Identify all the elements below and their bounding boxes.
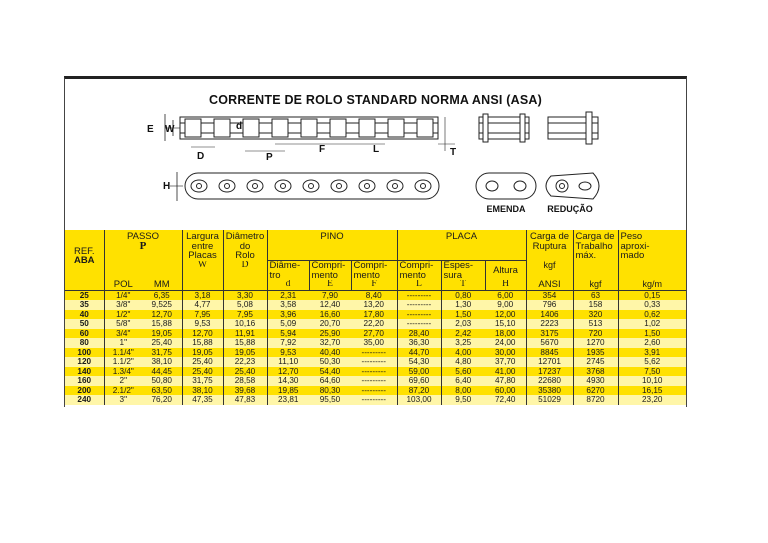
table-cell: 22,20 [363,319,384,328]
table-cell: 2" [104,376,142,386]
table-cell: 10,10 [618,376,686,386]
table-cell: 25 [79,290,89,300]
table-cell: 513 [573,319,618,329]
carga-trabalho-header-2: Trabalho [575,240,613,252]
altura-header: Altura [493,264,518,276]
table-cell: 160 [77,376,92,385]
table-cell: --------- [361,347,387,357]
table-cell: 720 [573,329,618,339]
emenda-caption: EMENDA [486,204,526,214]
table-cell: 2,31 [267,290,309,300]
table-cell: 40 [79,309,89,319]
table-cell: 0,33 [618,300,686,310]
table-row [65,300,686,310]
table-cell: 0,62 [618,310,686,320]
table-cell: 1,50 [441,310,485,320]
table-cell: 47,83 [223,395,267,405]
table-cell: 95,50 [319,395,341,404]
table-cell: 47,35 [182,395,223,405]
table-cell: 4,00 [441,348,485,358]
table-cell: 39,68 [223,386,267,396]
pino-d-symbol: d [267,280,309,290]
espessura-symbol: T [441,280,485,290]
table-cell: 64,60 [319,376,341,385]
table-cell: 63 [573,290,618,300]
dim-letter-P: P [266,152,273,163]
carga-ruptura-header-2: Ruptura [532,240,567,252]
reducao-link-drawing [546,112,599,199]
table-cell: 5,60 [441,367,485,377]
table-cell: 1.3/4" [104,367,142,377]
table-cell: 8,00 [441,386,485,396]
table-cell: --------- [361,366,387,376]
table-cell: 5670 [526,338,573,348]
dim-letter-d: d [236,121,243,132]
table-cell: 60,00 [495,385,516,395]
table-cell: 51029 [526,395,573,405]
peso-header-1: Peso [620,231,643,242]
table-cell: 11,91 [223,329,267,339]
table-cell: 4930 [573,376,618,386]
table-cell: 22,23 [223,357,267,367]
table-cell: --------- [361,385,387,395]
table-cell: 3,18 [182,290,223,300]
table-cell: 200 [77,385,92,395]
largura-header-3: Placas [188,250,217,261]
table-cell: 6270 [573,386,618,396]
table-cell: 3,91 [618,348,686,358]
altura-symbol: H [485,280,526,290]
dim-letter-D: D [197,151,205,162]
dim-letter-F: F [319,144,326,155]
table-cell: 9,53 [182,319,223,329]
diametro-header-3: Rolo [235,250,255,261]
table-cell: 3" [104,395,142,405]
table-cell: --------- [361,357,387,366]
table-row [65,319,686,329]
table-cell: 23,81 [267,395,309,405]
table-cell: 16,15 [618,386,686,396]
table-cell: 1/4" [104,290,142,300]
table-cell: 12,70 [267,367,309,377]
table-cell: 1,50 [618,329,686,339]
espessura-header-2: sura [443,269,462,280]
table-cell: 25,40 [182,367,223,377]
table-cell: 1/2" [104,310,142,320]
table-cell: 40,40 [319,347,341,357]
passo-header: PASSO [126,231,160,242]
l-header-2: mento [399,269,426,280]
passo-symbol: P [139,239,147,252]
table-cell: 15,88 [151,319,172,328]
table-cell: 0,80 [441,290,485,300]
table-cell: 9,525 [151,300,172,309]
table-cell: 30,00 [495,347,516,357]
table-cell: 320 [573,310,618,320]
table-row [65,357,686,367]
table-cell: 44,45 [151,366,172,376]
table-cell: 23,20 [618,395,686,405]
diametro-symbol: D [223,261,267,281]
peso-unit: kg/m [618,280,686,290]
carga-trabalho-header-1: Carga de [575,231,615,242]
pino-f-header-1: Compri- [353,260,388,271]
table-row [65,395,686,405]
table-cell: 11,10 [267,357,309,367]
table-cell: 15,10 [495,319,516,328]
carga-ruptura-unit-2: ANSI [526,280,573,290]
table-cell: --------- [397,290,441,300]
dim-letter-T: T [450,147,457,158]
table-cell: 12701 [526,357,573,367]
table-cell: 28,40 [397,329,441,339]
chain-side-view [170,172,439,201]
table-cell: 7,92 [267,338,309,348]
peso-header-3: mado [620,250,645,261]
table-row [65,290,686,300]
table-cell: 3,30 [223,290,267,300]
table-cell: 19,05 [182,348,223,358]
table-cell: 31,75 [151,347,172,357]
table-cell: 7,50 [618,367,686,377]
table-cell: 2,60 [618,338,686,348]
table-cell: 2,03 [441,319,485,329]
table-cell: 3/4" [104,329,142,339]
dim-letter-E: E [147,124,154,135]
table-cell: 17,80 [363,309,384,319]
largura-header-1: Largura [186,231,219,242]
table-cell: 1.1/2" [104,357,142,367]
table-cell: 3768 [573,367,618,377]
table-cell: 1935 [573,348,618,358]
chain-technical-drawing [65,79,686,229]
table-cell: 54,30 [397,357,441,367]
table-cell: 41,00 [495,366,516,376]
table-cell: 9,53 [267,348,309,358]
table-cell: 3,58 [267,300,309,310]
table-cell: 16,60 [319,309,341,319]
table-cell: 240 [77,395,92,404]
table-cell: 4,77 [182,300,223,310]
table-cell: 3,25 [441,338,485,348]
emenda-link-drawing [476,114,536,199]
table-row [65,310,686,320]
table-cell: 8,40 [365,290,382,300]
table-cell: 6,00 [497,290,514,300]
table-cell: --------- [397,319,441,329]
table-cell: 6,35 [153,290,170,300]
table-cell: 25,40 [151,338,172,347]
table-cell: 12,70 [182,329,223,339]
chain-spec-rows [65,290,686,405]
table-row [65,386,686,396]
table-cell: 1.1/4" [104,348,142,358]
chain-top-view [165,114,455,151]
table-cell: 1270 [573,338,618,348]
table-cell: 354 [526,290,573,300]
table-cell: 69,60 [397,376,441,386]
table-cell: --------- [361,395,387,404]
table-cell: 140 [77,366,92,376]
table-cell: 1,02 [618,319,686,329]
pino-header: PINO [320,231,344,242]
table-cell: 7,90 [322,290,338,300]
table-cell: 54,40 [319,366,341,376]
pino-e-symbol: E [309,280,351,290]
table-cell: 2.1/2" [104,386,142,396]
table-cell: --------- [361,376,387,385]
table-cell: 87,20 [397,386,441,396]
table-cell: 2745 [573,357,618,367]
table-cell: 50,30 [319,357,341,366]
table-cell: 13,20 [363,300,384,309]
page-title: CORRENTE DE ROLO STANDARD NORMA ANSI (ASA) [209,93,542,107]
passo-mm-unit: MM [153,280,170,290]
pino-d-header-1: Diâme- [269,260,301,271]
table-cell: 6,40 [441,376,485,386]
table-cell: 35 [79,300,89,309]
table-cell: 5,62 [618,357,686,367]
ref-header-1: REF. [73,245,95,257]
table-row [65,376,686,386]
table-cell: 3/8" [104,300,142,310]
table-cell: 15,88 [223,338,267,348]
carga-trabalho-header-3: máx. [575,250,597,261]
l-header-1: Compri- [399,260,434,271]
table-cell: 72,40 [495,395,516,404]
table-cell: 5,08 [223,300,267,310]
largura-symbol: W [182,261,223,281]
table-cell: 1406 [526,310,573,320]
table-cell: 103,00 [397,395,441,405]
table-cell: 37,70 [495,357,516,366]
table-row [65,338,686,348]
table-cell: 100 [77,347,92,357]
table-cell: 9,50 [441,395,485,405]
table-cell: 76,20 [151,395,172,404]
table-cell: 5,09 [267,319,309,329]
table-cell: 19,05 [223,348,267,358]
peso-header-2: aproxi- [620,240,650,252]
table-cell: 32,70 [319,338,341,347]
pino-e-header-1: Compri- [311,260,346,271]
table-row [65,348,686,358]
table-cell: 20,70 [319,319,341,328]
table-cell: 19,85 [267,386,309,396]
pino-f-header-2: mento [353,269,380,280]
table-cell: 15,88 [182,338,223,348]
table-cell: --------- [397,300,441,310]
table-cell: 7,95 [182,310,223,320]
table-cell: 3175 [526,329,573,339]
carga-ruptura-unit-1: kgf [526,261,573,281]
diametro-header-1: Diâmetro [225,231,265,242]
table-cell: 19,05 [151,328,172,338]
table-cell: 10,16 [223,319,267,329]
dim-letter-W: W [165,124,175,135]
table-row [65,329,686,339]
ref-header-2: ABA [73,255,95,266]
table-cell: 158 [573,300,618,310]
carga-ruptura-header-1: Carga de [529,231,570,242]
carga-trabalho-unit: kgf [573,280,618,290]
table-cell: 120 [77,357,92,366]
table-cell: --------- [397,310,441,320]
table-cell: 38,10 [182,386,223,396]
table-cell: 80,30 [319,385,341,395]
pino-f-symbol: F [351,280,397,290]
table-cell: 1,30 [441,300,485,310]
table-cell: 44,70 [397,348,441,358]
table-cell: 50 [79,319,89,328]
table-cell: 36,30 [397,338,441,348]
table-cell: 5,94 [267,329,309,339]
table-cell: 4,80 [441,357,485,367]
pino-d-header-2: tro [269,269,281,280]
table-cell: 796 [526,300,573,310]
l-symbol: L [397,280,441,290]
espessura-header-1: Espes- [443,260,474,271]
table-cell: 60 [79,328,89,338]
table-cell: 2223 [526,319,573,329]
table-cell: 27,70 [363,328,384,338]
pino-e-header-2: mento [311,269,338,280]
table-cell: 80 [79,338,89,347]
diametro-header-2: do [239,240,251,252]
table-cell: 12,40 [319,300,341,309]
table-cell: 18,00 [495,328,516,338]
table-cell: 9,00 [497,300,514,309]
passo-pol-unit: POL [113,280,133,290]
table-cell: 25,40 [223,367,267,377]
table-cell: 8845 [526,348,573,358]
table-cell: 38,10 [151,357,172,366]
table-cell: 35,00 [363,338,384,347]
table-cell: 1" [104,338,142,348]
table-cell: 31,75 [182,376,223,386]
table-cell: 63,50 [151,385,172,395]
table-cell: 59,00 [397,367,441,377]
table-cell: 0,15 [618,290,686,300]
table-cell: 12,00 [495,309,516,319]
table-cell: 35380 [526,386,573,396]
dim-letter-H: H [163,181,171,192]
chain-spec-table [65,230,686,405]
catalog-sheet [64,76,687,407]
reducao-caption: REDUÇÃO [547,204,593,214]
table-cell: 12,70 [151,309,172,319]
table-row [65,367,686,377]
table-cell: 25,90 [319,328,341,338]
table-cell: 5/8" [104,319,142,329]
table-cell: 24,00 [495,338,516,347]
table-cell: 28,58 [223,376,267,386]
table-cell: 2,42 [441,329,485,339]
table-cell: 8720 [573,395,618,405]
dim-letter-L: L [373,144,380,155]
table-cell: 50,80 [151,376,172,385]
table-cell: 17237 [526,367,573,377]
table-cell: 7,95 [223,310,267,320]
table-cell: 47,80 [495,376,516,385]
table-cell: 22680 [526,376,573,386]
largura-header-2: entre [191,240,214,252]
table-cell: 14,30 [267,376,309,386]
placa-header: PLACA [445,231,478,242]
table-cell: 25,40 [182,357,223,367]
table-cell: 3,96 [267,310,309,320]
